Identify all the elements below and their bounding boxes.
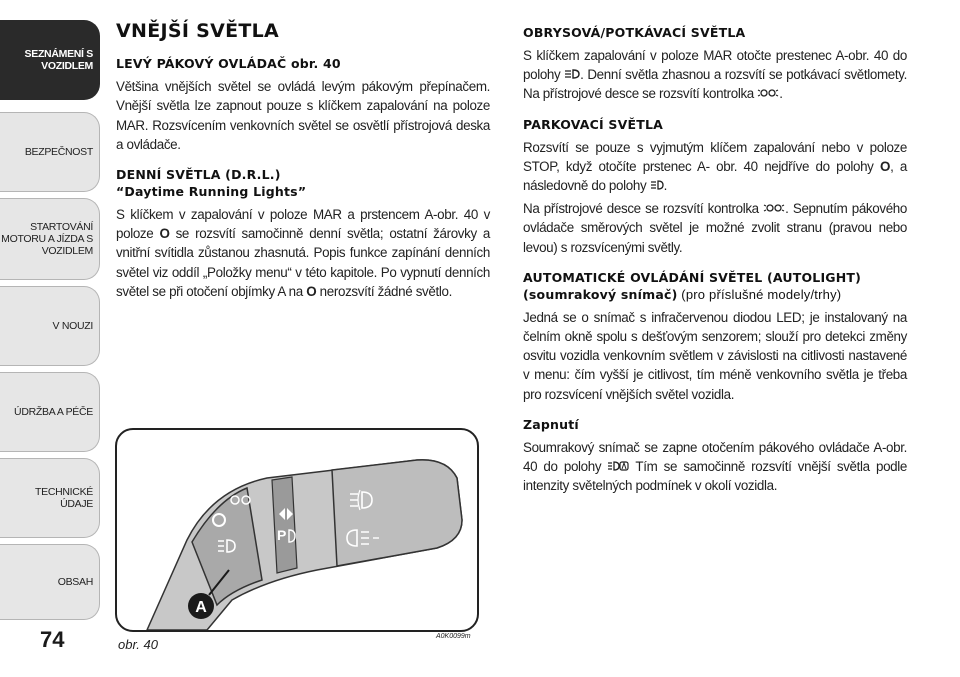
switch-on-heading: Zapnutí — [523, 416, 579, 432]
svg-text:P: P — [277, 527, 287, 543]
switch-on-paragraph: Soumrakový snímač se zapne otočením pákového ovládače A-obr. 40 do polohy Tím se samočinně rozsvítí vnější světla podle intenzity světelných podmínek v okolí vozidla. — [523, 439, 907, 494]
left-column — [116, 22, 490, 310]
lever-illustration — [117, 430, 477, 630]
position-light-icon — [763, 202, 785, 214]
position-lights-heading: OBRYSOVÁ/POTKÁVACÍ SVĚTLA — [523, 25, 746, 40]
figure-code: A0K0099m — [436, 633, 471, 640]
tab-label: V NOUZI — [52, 319, 93, 332]
tab-label: ÚDRŽBA A PÉČE — [14, 405, 93, 418]
page-number: 74 — [40, 627, 65, 652]
low-beam-icon — [564, 68, 580, 80]
figure-obr-40 — [115, 428, 479, 632]
lever-heading: LEVÝ PÁKOVÝ OVLÁDAČ obr. 40 — [116, 56, 341, 72]
figure-caption: obr. 40 — [118, 637, 158, 652]
autolight-icon — [607, 460, 629, 472]
autolight-paragraph: Jedná se o snímač s infračervenou diodou LED; je instalovaný na čelním okně spolu s dešťovým senzorem; slouží pro detekci změny osvitu vozidla venkovním světlem v závislosti na citlivosti nastavené v menu: čím vyšší je citlivost, tím méně venkovního světla je třeba pro rozsvícení vnějších světel vozidla. — [523, 309, 907, 402]
drl-paragraph: S klíčkem v zapalování v poloze MAR a prstencem A-obr. 40 v poloze O se rozsvítí samočinně denní světla; ostatní žárovky a vnitřní svítidla zůstanou zhasnutá. Popis funkce zapínání denních světel viz oddíl „Položky menu“ v této kapitole. Po vypnutí denních světel se při otočení objímky A na O nerozsvítí žádné světlo. — [116, 207, 491, 299]
chapter-sidebar — [0, 0, 102, 677]
tab-label: TECHNICKÉ ÚDAJE — [35, 485, 93, 510]
tab-obsah[interactable] — [0, 544, 100, 620]
drl-heading: DENNÍ SVĚTLA (D.R.L.) — [116, 167, 281, 183]
off-symbol: O — [306, 283, 317, 299]
parking-lights-heading: PARKOVACÍ SVĚTLA — [523, 116, 663, 132]
tab-technicke-udaje[interactable] — [0, 458, 100, 538]
off-symbol: O — [159, 226, 170, 242]
label-a-text: A — [195, 599, 207, 616]
tab-label: STARTOVÁNÍ MOTORU A JÍZDA S VOZIDLEM — [1, 220, 93, 258]
right-column — [523, 24, 907, 504]
off-symbol: O — [880, 158, 891, 174]
tab-startovani[interactable] — [0, 198, 100, 280]
position-lights-paragraph: S klíčkem zapalování v poloze MAR otočte prestenec A-obr. 40 do polohy . Denní světla zhasnou a rozsvítí se potkávací světlomety. Na přístrojové desce se rozsvítí kontrolka . — [523, 48, 907, 102]
tab-v-nouzi[interactable] — [0, 286, 100, 366]
tab-seznameni[interactable] — [0, 20, 100, 100]
tab-label: SEZNÁMENÍ S VOZIDLEM — [24, 47, 93, 72]
lever-paragraph: Většina vnějších světel se ovládá levým pákovým přepínačem. Vnější světla lze zapnout pouze s klíčkem zapalování na poloze MAR. Rozsvícením venkovních světel se osvětlí přístrojová deska a ovládače. — [116, 79, 490, 152]
tab-label: OBSAH — [57, 575, 93, 588]
tab-udrzba[interactable] — [0, 372, 100, 452]
section-title: VNĚJŠÍ SVĚTLA — [116, 20, 280, 42]
autolight-heading: AUTOMATICKÉ OVLÁDÁNÍ SVĚTEL (AUTOLIGHT) (soumrakový snímač) (pro příslušné modely/trhy) — [523, 269, 862, 302]
drl-subheading: “Daytime Running Lights” — [116, 184, 307, 200]
parking-paragraph-2: Na přístrojové desce se rozsvítí kontrolka . Sepnutím pákového ovládače směrových světel je možné zvolit stranu (pravou nebo levou) s rozsvícenými světly. — [523, 201, 907, 255]
parking-paragraph-1: Rozsvítí se pouze s vyjmutým klíčem zapalování nebo v poloze STOP, když otočíte prstenec A- obr. 40 nejdříve do polohy O, a následovně do polohy . — [523, 139, 908, 194]
tab-label: BEZPEČNOST — [24, 145, 93, 158]
parking-icon — [650, 179, 664, 191]
position-light-icon — [757, 87, 779, 99]
tab-bezpecnost[interactable] — [0, 112, 100, 192]
